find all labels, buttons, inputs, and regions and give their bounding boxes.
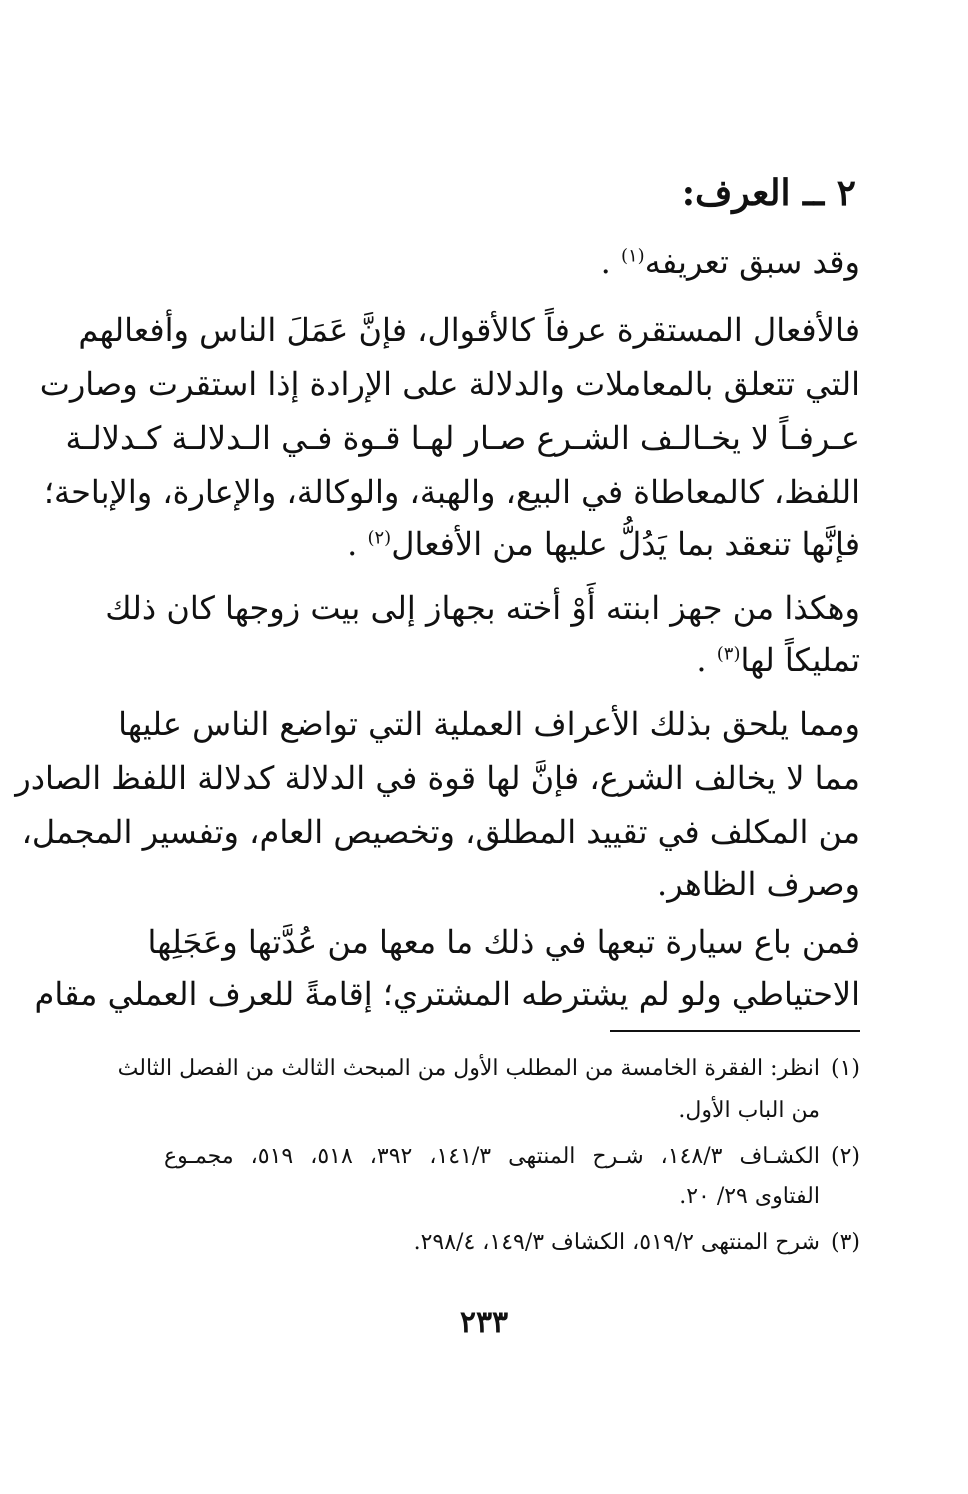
footnote-number: (١) — [830, 1056, 860, 1081]
paragraph-line — [696, 634, 860, 686]
paragraph-line: عـرفـاً لا يخـالـف الشـرع صـار لهـا قـوة فـي الـدلالـة كـدلالـة — [65, 419, 860, 457]
footnote-separator — [610, 1030, 860, 1032]
paragraph-line: فمن باع سيارة تبعها في ذلك ما معها من عُدَّتها وعَجَلِها — [147, 923, 860, 961]
paragraph-line: وهكذا من جهز ابنته أَوْ أخته بجهاز إلى بيت زوجها كان ذلك — [105, 589, 860, 627]
footnote-marker: (٢) — [367, 527, 392, 549]
paragraph-line — [347, 518, 860, 570]
paragraph-line: الاحتياطي ولو لم يشترطه المشتري؛ إقامةً للعرف العملي مقام — [34, 975, 860, 1013]
paragraph-line: مما لا يخالف الشرع، فإنَّ لها قوة في الدلالة كدلالة اللفظ الصادر — [15, 759, 860, 797]
section-heading: ٢ ــ العرف: — [681, 172, 856, 214]
footnote-continuation: الفتاوى ٢٩/ ٢٠. — [679, 1184, 820, 1209]
paragraph-line: وصرف الظاهر. — [657, 865, 860, 903]
paragraph-line — [601, 236, 860, 288]
footnote-text: انظر: الفقرة الخامسة من المطلب الأول من المبحث الثالث من الفصل الثالث — [117, 1056, 820, 1081]
footnote-marker: (١) — [620, 245, 645, 267]
footnote-text: شرح المنتهى ٥١٩/٢، الكشاف ١٤٩/٣، ٢٩٨/٤. — [413, 1230, 820, 1255]
line-tail: . — [347, 525, 368, 563]
footnote-marker: (٣) — [716, 643, 741, 665]
paragraph-line: ومما يلحق بذلك الأعراف العملية التي تواضع الناس عليها — [118, 705, 860, 743]
line-tail: . — [696, 641, 717, 679]
paragraph-line: فالأفعال المستقرة عرفاً كالأقوال، فإنَّ عَمَلَ الناس وأفعالهم — [78, 311, 860, 349]
paragraph-line: التي تتعلق بالمعاملات والدلالة على الإرادة إذا استقرت وصارت — [39, 365, 860, 403]
page-number: ٢٣٣ — [459, 1305, 509, 1340]
paragraph-line: من المكلف في تقييد المطلق، وتخصيص العام، وتفسير المجمل، — [21, 813, 860, 851]
footnote-number: (٣) — [830, 1230, 860, 1255]
line-text: وقد سبق تعريفه — [644, 243, 860, 281]
paragraph-line: اللفظ، كالمعاطاة في البيع، والهبة، والوكالة، والإعارة، والإباحة؛ — [43, 473, 860, 511]
footnote — [164, 1224, 860, 1262]
footnote-text: الكشـاف ١٤٨/٣، شـرح المنتهى ١٤١/٣، ٣٩٢، ٥١٨، ٥١٩، مجمـوع — [164, 1144, 820, 1169]
footnote — [164, 1138, 860, 1176]
line-text: تمليكاً لها — [740, 641, 860, 679]
footnote-number: (٢) — [830, 1144, 860, 1169]
footnote — [117, 1050, 860, 1088]
footnote-continuation: من الباب الأول. — [678, 1098, 820, 1123]
line-text: فإنَّها تنعقد بما يَدُلُّ عليها من الأفعال — [391, 525, 860, 563]
line-tail: . — [600, 243, 621, 281]
